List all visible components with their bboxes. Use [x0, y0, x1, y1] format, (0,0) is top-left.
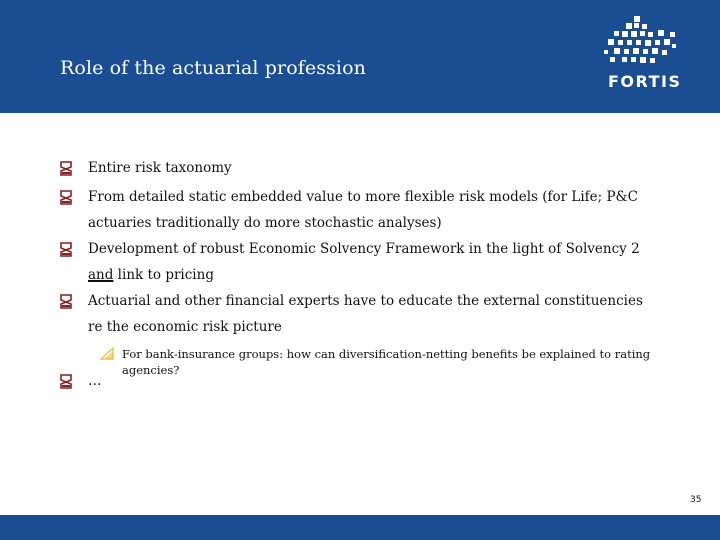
title-bar: [0, 0, 720, 113]
bullet-item: [60, 288, 660, 340]
bullet-text: [60, 236, 660, 288]
bullet-icon: [60, 161, 72, 176]
bullet-icon: [60, 294, 72, 309]
slide-title: Role of the actuarial profession: [60, 57, 366, 79]
sub-bullet-icon: [100, 347, 114, 360]
bullet-text: …: [88, 373, 102, 389]
bullet-item: [60, 155, 660, 181]
bullet-text: Actuarial and other financial experts have to educate the external constituencies re the economic risk picture: [88, 293, 643, 335]
bullet-text-part: link to pricing: [113, 267, 214, 283]
page-number: 35: [690, 495, 702, 505]
bullet-item: [60, 184, 660, 236]
bullet-icon: [60, 374, 72, 389]
sub-bullet-text: For bank-insurance groups: how can diversification-netting benefits be explained to rating agencies?: [122, 347, 651, 377]
emphasized-word: and: [88, 267, 114, 283]
bullet-text-part: Development of robust Economic Solvency Framework in the light of Solvency 2: [88, 241, 640, 257]
bullet-icon: [60, 242, 72, 257]
bullet-text: Entire risk taxonomy: [88, 160, 232, 176]
fortis-logo-text: FORTIS: [608, 72, 682, 91]
bullet-item: [60, 368, 660, 394]
footer-bar: [0, 515, 720, 540]
bullet-icon: [60, 190, 72, 205]
bullet-text: From detailed static embedded value to more flexible risk models (for Life; P&C actuaries traditionally do more stochastic analyses): [88, 189, 638, 231]
bullet-item: [60, 236, 660, 288]
